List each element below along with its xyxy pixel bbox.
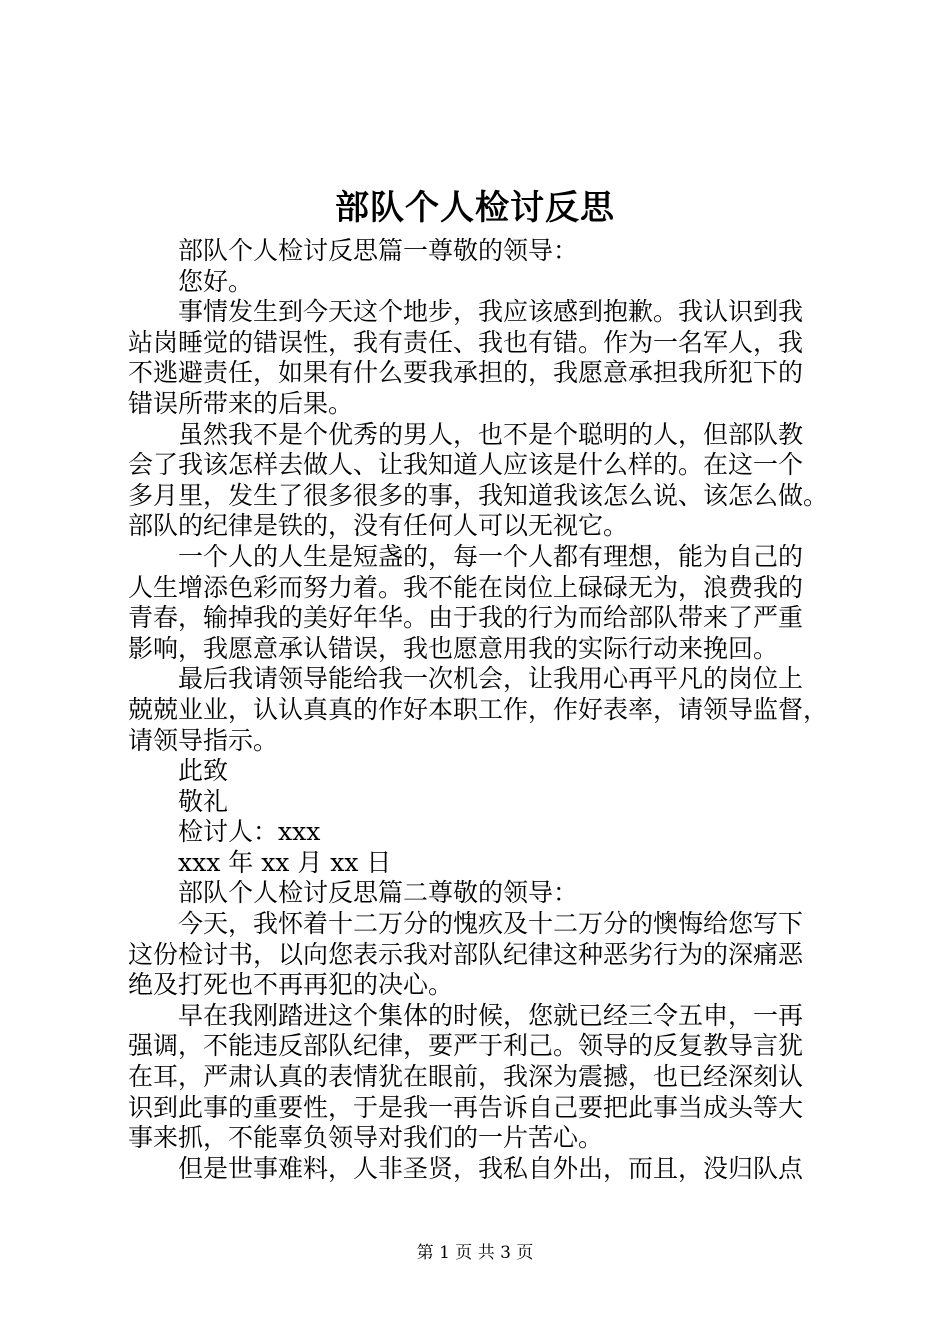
text-line: xxx 年 xx 月 xx 日 [178, 847, 392, 877]
text-line: 强调，不能违反部队纪律，要严于利己。领导的反复教导言犹 [128, 1031, 804, 1061]
text-line: 最后我请领导能给我一次机会，让我用心再平凡的岗位上 [178, 664, 804, 694]
text-line: 不逃避责任，如果有什么要我承担的，我愿意承担我所犯下的 [128, 358, 804, 388]
text-line: 绝及打死也不再再犯的决心。 [128, 970, 454, 1000]
text-line: 站岗睡觉的错误性，我有责任、我也有错。作为一名军人，我 [128, 327, 804, 357]
text-line: 此致 [178, 756, 229, 786]
text-line: 部队的纪律是铁的，没有任何人可以无视它。 [128, 511, 629, 541]
text-line: 请领导指示。 [128, 725, 279, 755]
text-line: 兢兢业业，认认真真的作好本职工作，作好表率，请领导监督， [128, 694, 829, 724]
text-line: 多月里，发生了很多很多的事，我知道我该怎么说、该怎么做。 [128, 480, 829, 510]
text-line: 一个人的人生是短盏的，每一个人都有理想，能为自己的 [178, 541, 804, 571]
text-line: 敬礼 [178, 786, 229, 816]
text-line: 虽然我不是个优秀的男人，也不是个聪明的人，但部队教 [178, 419, 804, 449]
text-line: 部队个人检讨反思篇一尊敬的领导： [178, 236, 579, 265]
page-footer: 第 1 页 共 3 页 [416, 1243, 534, 1263]
text-line: 错误所带来的后果。 [128, 388, 354, 418]
document-body [128, 236, 838, 1184]
text-line: 部队个人检讨反思篇二尊敬的领导： [178, 878, 579, 908]
text-line: 事来抓，不能辜负领导对我们的一片苦心。 [128, 1123, 604, 1153]
text-line: 青春，输掉我的美好年华。由于我的行为而给部队带来了严重 [128, 603, 804, 633]
text-line: 人生增添色彩而努力着。我不能在岗位上碌碌无为，浪费我的 [128, 572, 804, 602]
text-line: 但是世事难料，人非圣贤，我私自外出，而且，没归队点 [178, 1153, 804, 1183]
text-line: 这份检讨书，以向您表示我对部队纪律这种恶劣行为的深痛恶 [128, 939, 804, 969]
text-line: 影响，我愿意承认错误，我也愿意用我的实际行动来挽回。 [128, 633, 779, 663]
text-line: 您好。 [178, 266, 254, 296]
text-line: 今天，我怀着十二万分的愧疚及十二万分的懊悔给您写下 [178, 909, 804, 939]
text-line: 早在我刚踏进这个集体的时候，您就已经三令五申，一再 [178, 1000, 804, 1030]
text-line: 识到此事的重要性，于是我一再告诉自己要把此事当成头等大 [128, 1092, 804, 1122]
text-line: 会了我该怎样去做人、让我知道人应该是什么样的。在这一个 [128, 450, 804, 480]
text-line: 在耳，严肃认真的表情犹在眼前，我深为震撼，也已经深刻认 [128, 1062, 804, 1092]
document-title: 部队个人检讨反思 [335, 188, 615, 228]
text-line: 事情发生到今天这个地步，我应该感到抱歉。我认识到我 [178, 297, 804, 327]
text-line: 检讨人：xxx [178, 817, 321, 847]
